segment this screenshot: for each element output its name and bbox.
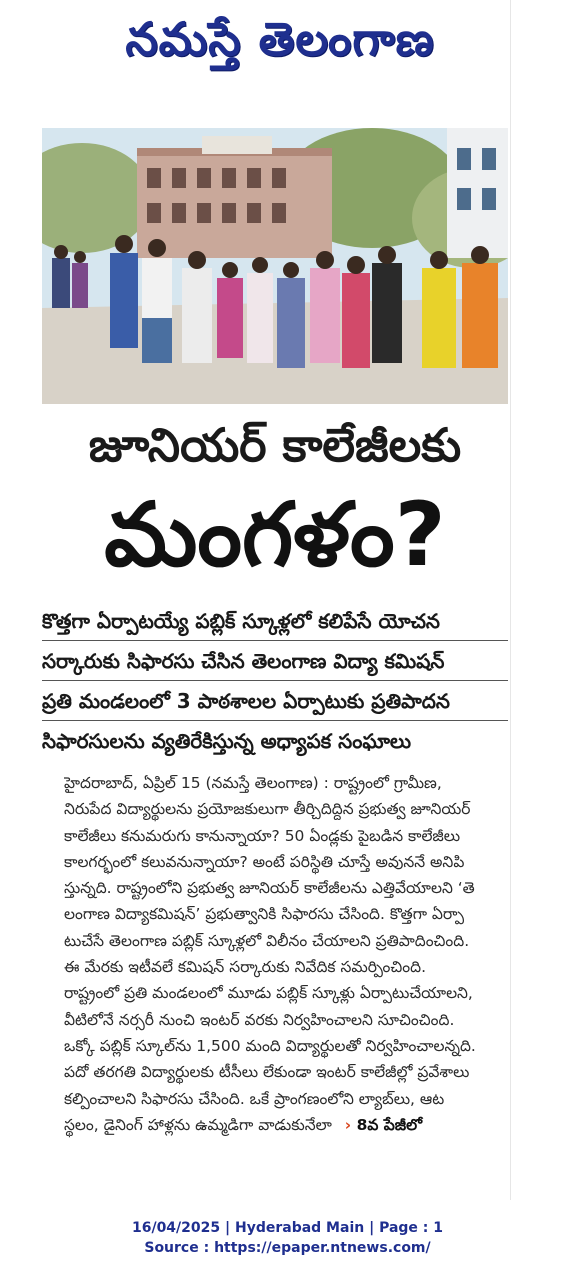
headline-line-2: మంగళం? (104, 483, 446, 586)
headline-line-1: జూనియర్ కాలేజీలకు (88, 418, 462, 472)
article-line: హైదరాబాద్, ఏప్రిల్ 15 (నమస్తే తెలంగాణ) : రాష్ట్రంలో గ్రామీణ, (64, 774, 442, 792)
article-line: స్తున్నది. రాష్ట్రంలోని ప్రభుత్వ జూనియర్ కాలేజీలను ఎత్తివేయాలని ‘తె (64, 879, 475, 898)
article-last-line (64, 1112, 506, 1138)
article-line: రాష్ట్రంలో ప్రతి మండలంలో మూడు పబ్లిక్ స్కూళ్లు ఏర్పాటుచేయాలని, (64, 984, 473, 1003)
article-line: పదో తరగతి విద్యార్థులకు టీసీలు లేకుండా ఇంటర్ కాలేజీల్లో ప్రవేశాలు (64, 1063, 470, 1082)
footer (0, 1218, 575, 1258)
students-photo-illustration (42, 128, 508, 404)
deck-line-4: సిఫారసులను వ్యతిరేకిస్తున్న అధ్యాపక సంఘాలు (42, 729, 412, 753)
deck-line-3: ప్రతి మండలంలో 3 పాఠశాలల ఏర్పాటుకు ప్రతిపాదన (42, 682, 508, 721)
masthead (60, 6, 500, 84)
article-line: ఈ మేరకు ఇటీవలే కమిషన్ సర్కారుకు నివేదిక సమర్పించింది. (64, 958, 426, 977)
deck-line-2: సర్కారుకు సిఫారసు చేసిన తెలంగాణ విద్యా కమిషన్ (42, 642, 508, 681)
article-line: కల్పించాలని సిఫారసు చేసింది. ఒకే ప్రాంగణంలోని ల్యాబ్‌లు, ఆట (64, 1089, 445, 1108)
continued-link[interactable] (345, 1116, 422, 1134)
article-line-text: స్థలం, డైనింగ్ హాళ్లను ఉమ్మడిగా వాడుకునేలా (64, 1115, 332, 1134)
footer-edition-info: 16/04/2025 | Hyderabad Main | Page : 1 (131, 1220, 444, 1236)
article-body (64, 770, 506, 1138)
article-line: నిరుపేద విద్యార్థులను ప్రయోజకులుగా తీర్చిదిద్దిన ప్రభుత్వ జూనియర్ (64, 800, 471, 819)
masthead-logo: నమస్తే తెలంగాణ (125, 12, 435, 66)
article-line: ఒక్కో పబ్లిక్ స్కూల్‌ను 1,500 మంది విద్యార్థులతో నిర్వహించాలన్నది. (64, 1036, 476, 1055)
footer-source-link[interactable]: Source : https://epaper.ntnews.com/ (144, 1240, 431, 1256)
article-line: టుచేసే తెలంగాణ పబ్లిక్ స్కూళ్లలో విలీనం చేయాలని ప్రతిపాదించింది. (64, 931, 470, 950)
article-line: వీటిలోనే నర్సరీ నుంచి ఇంటర్ వరకు నిర్వహించాలని సూచించింది. (64, 1010, 455, 1029)
deck-line-1: కొత్తగా ఏర్పాటయ్యే పబ్లిక్ స్కూళ్లలో కలిపేసే యోచన (42, 602, 508, 641)
chevron-right-icon: › (344, 1115, 352, 1134)
article-line: లంగాణ విద్యాకమిషన్’ ప్రభుత్వానికి సిఫారసు చేసింది. కొత్తగా ఏర్పా (64, 905, 465, 924)
article-line: కాలేజీలు కనుమరుగు కానున్నాయా? 50 ఏండ్లకు పైబడిన కాలేజీలు (64, 826, 461, 845)
continued-page-label: 8వ పేజీలో (356, 1115, 423, 1134)
article-line: కాలగర్భంలో కలువనున్నాయా? అంటే పరిస్థితి చూస్తే అవుననే అనిపి (64, 852, 465, 871)
news-photo (42, 128, 508, 404)
